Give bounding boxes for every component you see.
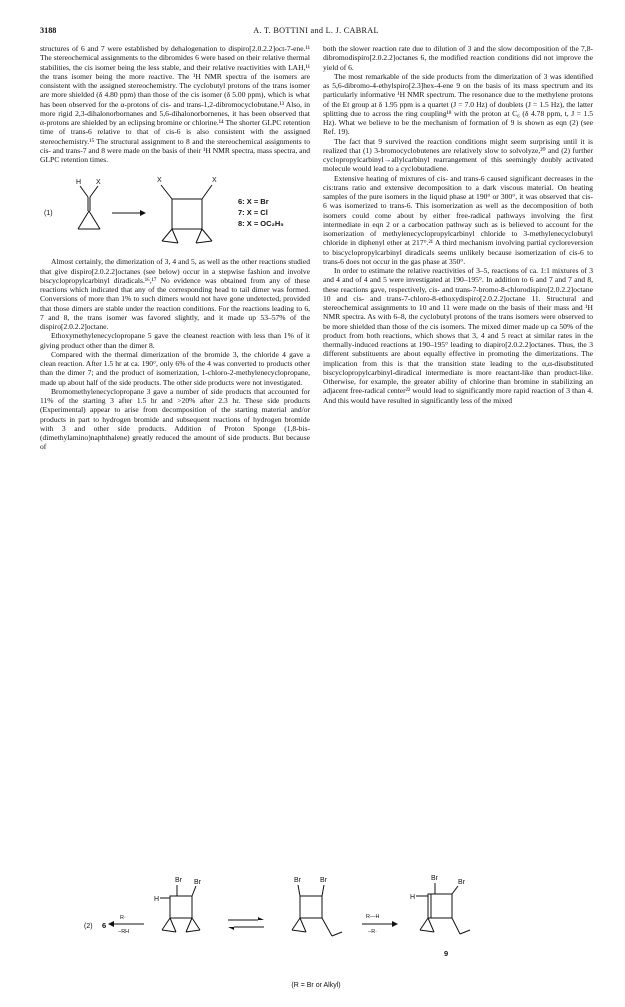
intermediate-1-br-right: Br [194,879,201,886]
intermediate-2-br-left: Br [294,877,301,884]
legend-item-6: 6: X = Br [238,197,269,207]
right-column [323,44,593,405]
scheme-1-h-label: H [76,179,82,187]
product-9-structure [410,875,470,958]
intermediate-1-br-top: Br [175,877,182,884]
product-x-label-right: X [212,177,217,185]
left-paragraph-3: Ethoxymethylenecyclopropane 5 gave the cleanest reaction with less than 1% of it giving product other than the dimer 8. [40,331,310,350]
left-paragraph-1: structures of 6 and 7 were established by dehalogenation to dispiro[2.0.2.2]oct-7-ene.¹¹ The stereochemical assignments to the dibromides 6 were based on their relative thermal stabilities, the cis isomer being the less stable, and their relative reactivities with LAH,¹¹ the trans isomer being the more reactive. The ¹H NMR spectra of the isomers are consistent with the assigned stereochemistry. The cyclobutyl protons of the trans isomer are more shielded (δ 4.80 ppm) than those of the cis isomer (δ 5.00 ppm), which is what has been observed for the α-protons of cis- and trans-1,2-dibromocyclobutane.¹³ Also, in more rigid 2,3-dihalonorbornanes and 5,6-dihalonorbornenes, it has been observed that α-protons are shielded by an eclipsing bromine or chlorine.¹⁴ The shorter GLPC retention time of trans-6 relative to that of cis-6 is also consistent with the assigned stereochemistry.¹⁵ The structural assignment to 8 and the stereochemical assignments to cis- and trans-7 and 8 were made on the basis of their ¹H NMR spectra, mass spectra, and GLPC retention times. [40,44,310,164]
running-title: A. T. BOTTINI and L. J. CABRAL [253,26,379,35]
left-column [40,44,310,452]
right-paragraph-1: both the slower reaction rate due to dilution of 3 and the slow decomposition of the 7,8-dibromodispiro[2.0.2.2]octanes 6, the modified reaction conditions did not improve the yield of 6. [323,44,593,72]
scheme-2-arrowhead-1 [108,921,114,927]
right-paragraph-5: In order to estimate the relative reactivities of 3–5, reactions of ca. 1:1 mixtures of 3 and 4 and of 4 and 5 were investigated at 190–195°. In addition to 6 and 7 and 7 and 8, these reactions gave, respectively, cis- and trans-7-bromo-8-chlorodispiro[2.0.2.2]octane 10 and cis- and trans-7-chloro-8-ethoxydispiro[2.0.2.2]octane 11. Structural and stereochemical assignments to 10 and 11 were made on the basis of their mass and ¹H NMR spectra. As with 6–8, the cyclobutyl protons of the trans isomers were observed to be more shielded than those of the cis isomers. The mixed dimer made up ca 50% of the product from both reactions, which shows that 3, 4 and 5 react at similar rates in the thermally-induced reactions at 190–195° leading to diapiro[2.0.2.2]octanes. Thus, the 3 different substituents are about equally effective in promoting the dimerizations. The implication from this is that the transition state leading to the α,α-disubstituted biscyclopropylcarbinyl-diradical intermediate is more reactant-like than product-like. Otherwise, for example, the greater ability of chlorine than bromine in stabilizing an adjacent free-radical center²² would lead to significantly more rapid reaction of 3 than 4. And this would have resulted in significantly less of the mixed [323,266,593,405]
product-br-top: Br [431,875,438,882]
arrow-3-bottom-label: −R· [368,929,378,935]
right-paragraph-3: The fact that 9 survived the reaction conditions might seem surprising until it is realized that (1) 3-bromocyclobutenes are relatively slow to solvolyze,²⁰ and (2) further cyclopropylcarbinyl→allylcarbinyl rearrangement of this seemingly doubly activated molecule would lead to a cyclobutadiene. [323,136,593,174]
left-paragraph-5: Bromomethylenecyclopropane 3 gave a number of side products that accounted for 11% of the starting 3 after 1.5 hr and >20% after 2.3 hr. These side products (Experimental) appear to arise from decomposition of the starting material and/or products in part to hydrogen bromide and subsequent reactions of hydrogen bromide with 3 and other side products. Addition of Proton Sponge (1,8-bis-(dimethylamino)naphthalene) greatly reduced the amount of side products. But because of [40,386,310,452]
left-paragraph-4: Compared with the thermal dimerization of the bromide 3, the chloride 4 gave a clean reaction. After 1.5 hr at ca. 190°, only 6% of the 4 was converted to products other than the dimer 7; and the product of isomerization, 1-chloro-2-methylenecyclopropane, made up about half of the side products. The other side products were not investigated. [40,349,310,387]
legend-item-8: 8: X = OC₂H₅ [238,219,284,229]
arrow-3-top-label: R—H [366,914,380,920]
intermediate-2-br-right: Br [320,877,327,884]
scheme-1-eq-label: (1) [44,210,53,218]
left-paragraph-2: Almost certainly, the dimerization of 3, 4 and 5, as well as the other reactions studied that give dispiro[2.0.2.2]octanes (see below) occur in a stepwise fashion and involve biscyclopropylcarbinyl diradicals.¹⁶,¹⁷ No evidence was obtained from any of these reactions which indicated that any of the corresponding head to tail dimer was formed. Conversions of more than 1% to such dimers would not have gone undetected, provided that those dimers are stable under the reaction conditions. For the reactions leading to 6, 7 and 8, the trans isomer was favored slightly, and it made up 53–57% of the dispiro[2.0.2.2]octane. [40,257,310,331]
scheme-2-arrowhead-3 [392,921,398,927]
scheme-1-x-label: X [96,179,101,187]
scheme-1-drawing [40,169,310,251]
scheme-2-eq-label: (2) [84,923,93,930]
arrow-1-bottom-label: −RH [118,929,130,935]
scheme-1 [40,169,310,251]
arrow-1-top-label: R· [120,915,126,921]
scheme-2 [40,872,592,994]
page-header [40,26,592,38]
scheme-2-caption: (R = Br or Alkyl) [291,982,341,989]
right-paragraph-2: The most remarkable of the side products from the dimerization of 3 was identified as 5,6-dibromo-4-ethylspiro[2.3]hex-4-ene 9 on the basis of its mass spectrum and its particularly informative ¹H NMR spectrum. The resonance due to the methylene protons of the Et group at δ 1.95 ppm is a quartet (J = 7.0 Hz) of doublets (J = 1.5 Hz), the latter splitting due to across the ring coupling¹⁸ with the proton at C₆ (δ 4.78 ppm, t, J = 1.5 Hz). What we believe to be the mechanism of formation of 9 is shown as eqn (2) (see Ref. 19). [323,71,593,137]
product-br-right: Br [458,879,465,886]
product-x-label-left: X [157,177,162,185]
page-number: 3188 [40,26,57,35]
legend-item-7: 7: X = Cl [238,208,268,218]
intermediate-1-h: H [154,896,160,903]
scheme-2-drawing [40,872,592,980]
product-h: H [410,894,416,901]
product-9-label: 9 [444,949,449,958]
dispirooctane-structure [157,177,217,243]
methylenecyclopropane-structure [76,179,101,229]
ring-opened-intermediate-structure [292,877,342,936]
scheme-2-start-label: 6 [102,921,107,930]
radical-intermediate-structure [154,877,202,932]
scheme-1-arrowhead [140,210,146,216]
right-paragraph-4: Extensive heating of mixtures of cis- and trans-6 caused significant decreases in the cis:trans ratio and extensive decomposition to a dark viscous material. On heating samples of the pure isomers in the liquid phase at 190° or 300°, it was observed that cis-6 was isomerized to trans-6. This isomerization as well as the decomposition of both isomers could come about by either free-radical pathways involving the first intermediate in eqn 2 or a carbocation pathway such as is believed to account for the isomerization of methylenecyclopropylcarbinyl chloride to 3-methylenecyclobutyl chloride in diphenyl ether at 217°.²¹ A third mechanism involving partial cycloreversion to biscyclopropylcarbinyl diradicals seems unlikely because isomerization of cis-6 to trans-6 does not occur in the gas phase at 350°. [323,173,593,266]
